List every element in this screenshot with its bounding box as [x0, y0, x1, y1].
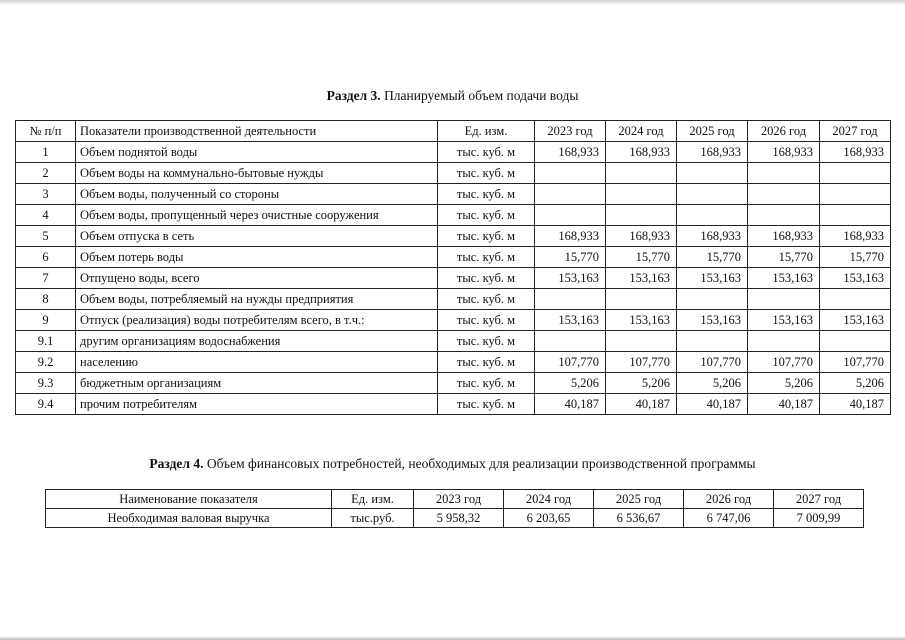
- row-num: 9.2: [16, 352, 76, 373]
- row-value: 6 536,67: [594, 509, 684, 528]
- row-value: [535, 163, 606, 184]
- table-row: [16, 226, 891, 247]
- financial-needs-table: [45, 489, 864, 528]
- header-year: 2024 год: [504, 490, 594, 509]
- row-name: Отпуск (реализация) воды потребителям всего, в т.ч.:: [76, 310, 438, 331]
- header-year: 2026 год: [748, 121, 820, 142]
- row-value: [606, 205, 677, 226]
- header-year: 2023 год: [414, 490, 504, 509]
- row-value: [677, 205, 748, 226]
- row-value: 153,163: [748, 268, 820, 289]
- row-unit: тыс. куб. м: [438, 352, 535, 373]
- row-value: [677, 331, 748, 352]
- scan-edge-top: [0, 0, 905, 5]
- row-value: 5,206: [820, 373, 891, 394]
- row-value: [535, 289, 606, 310]
- row-value: [535, 184, 606, 205]
- row-value: [820, 331, 891, 352]
- table-row: [16, 142, 891, 163]
- row-unit: тыс. куб. м: [438, 226, 535, 247]
- row-value: 107,770: [535, 352, 606, 373]
- row-value: [820, 184, 891, 205]
- row-value: 168,933: [606, 142, 677, 163]
- row-value: 168,933: [535, 226, 606, 247]
- row-value: 6 747,06: [684, 509, 774, 528]
- row-value: 168,933: [606, 226, 677, 247]
- table-row: [16, 310, 891, 331]
- section4-title: [0, 456, 905, 472]
- row-name: прочим потребителям: [76, 394, 438, 415]
- row-name: Объем воды, потребляемый на нужды предприятия: [76, 289, 438, 310]
- row-name: Объем воды на коммунально-бытовые нужды: [76, 163, 438, 184]
- row-value: 168,933: [748, 226, 820, 247]
- row-num: 6: [16, 247, 76, 268]
- row-num: 3: [16, 184, 76, 205]
- row-unit: тыс. куб. м: [438, 205, 535, 226]
- row-num: 9.4: [16, 394, 76, 415]
- row-value: [535, 205, 606, 226]
- row-name: населению: [76, 352, 438, 373]
- row-value: 40,187: [677, 394, 748, 415]
- row-value: [677, 289, 748, 310]
- table-row: [16, 331, 891, 352]
- row-value: [677, 184, 748, 205]
- row-unit: тыс. куб. м: [438, 184, 535, 205]
- header-year: 2027 год: [774, 490, 864, 509]
- row-value: 153,163: [535, 268, 606, 289]
- header-year: 2025 год: [594, 490, 684, 509]
- header-year: 2027 год: [820, 121, 891, 142]
- row-num: 2: [16, 163, 76, 184]
- row-unit: тыс. куб. м: [438, 373, 535, 394]
- row-value: 7 009,99: [774, 509, 864, 528]
- row-unit: тыс. куб. м: [438, 163, 535, 184]
- section3-title-rest: Планируемый объем подачи воды: [380, 88, 579, 103]
- header-name: Наименование показателя: [46, 490, 332, 509]
- row-value: [748, 163, 820, 184]
- header-year: 2023 год: [535, 121, 606, 142]
- row-value: [820, 163, 891, 184]
- row-value: 5,206: [748, 373, 820, 394]
- table-row: [16, 268, 891, 289]
- section4-title-rest: Объем финансовых потребностей, необходимых для реализации производственной программы: [203, 456, 756, 471]
- table-header-row: [16, 121, 891, 142]
- water-supply-table: [15, 120, 891, 415]
- table-row: [16, 247, 891, 268]
- row-value: 153,163: [820, 310, 891, 331]
- row-value: 168,933: [748, 142, 820, 163]
- row-num: 1: [16, 142, 76, 163]
- row-value: 107,770: [820, 352, 891, 373]
- row-value: 15,770: [677, 247, 748, 268]
- row-unit: тыс. куб. м: [438, 142, 535, 163]
- table-row: [16, 205, 891, 226]
- row-value: [606, 163, 677, 184]
- row-unit: тыс. куб. м: [438, 247, 535, 268]
- row-num: 5: [16, 226, 76, 247]
- row-name: Объем поднятой воды: [76, 142, 438, 163]
- row-value: 168,933: [820, 142, 891, 163]
- section3-title: [0, 88, 905, 104]
- row-value: [820, 205, 891, 226]
- row-value: 15,770: [748, 247, 820, 268]
- table-row: [16, 289, 891, 310]
- row-value: 15,770: [535, 247, 606, 268]
- row-value: [748, 331, 820, 352]
- row-value: 168,933: [677, 142, 748, 163]
- row-name: Объем отпуска в сеть: [76, 226, 438, 247]
- row-name: Отпущено воды, всего: [76, 268, 438, 289]
- row-value: 40,187: [748, 394, 820, 415]
- row-value: 5,206: [606, 373, 677, 394]
- row-value: 168,933: [677, 226, 748, 247]
- header-year: 2024 год: [606, 121, 677, 142]
- row-value: 5,206: [677, 373, 748, 394]
- table-body: [46, 509, 864, 528]
- header-name: Показатели производственной деятельности: [76, 121, 438, 142]
- row-value: [748, 205, 820, 226]
- section3-title-bold: Раздел 3.: [326, 88, 381, 103]
- row-name: Объем воды, полученный со стороны: [76, 184, 438, 205]
- scan-edge-bottom: [0, 636, 905, 640]
- row-unit: тыс. куб. м: [438, 268, 535, 289]
- row-value: 153,163: [677, 310, 748, 331]
- row-value: 153,163: [535, 310, 606, 331]
- row-value: [748, 184, 820, 205]
- row-value: 153,163: [820, 268, 891, 289]
- row-name: другим организациям водоснабжения: [76, 331, 438, 352]
- row-value: 15,770: [606, 247, 677, 268]
- header-unit: Ед. изм.: [332, 490, 414, 509]
- row-value: [606, 184, 677, 205]
- table-row: [16, 394, 891, 415]
- row-num: 8: [16, 289, 76, 310]
- row-value: 153,163: [748, 310, 820, 331]
- row-num: 4: [16, 205, 76, 226]
- header-year: 2026 год: [684, 490, 774, 509]
- row-name: Объем потерь воды: [76, 247, 438, 268]
- row-value: [606, 331, 677, 352]
- row-value: 5,206: [535, 373, 606, 394]
- table-header-row: [46, 490, 864, 509]
- row-name: Объем воды, пропущенный через очистные сооружения: [76, 205, 438, 226]
- row-num: 9: [16, 310, 76, 331]
- row-unit: тыс. куб. м: [438, 331, 535, 352]
- row-value: 6 203,65: [504, 509, 594, 528]
- table-body: [16, 142, 891, 415]
- row-value: 153,163: [606, 268, 677, 289]
- row-value: [535, 331, 606, 352]
- row-value: 153,163: [677, 268, 748, 289]
- row-value: 153,163: [606, 310, 677, 331]
- table-row: [16, 163, 891, 184]
- table-row: [16, 352, 891, 373]
- row-name: Необходимая валовая выручка: [46, 509, 332, 528]
- row-num: 9.3: [16, 373, 76, 394]
- row-value: [606, 289, 677, 310]
- section4-title-bold: Раздел 4.: [149, 456, 204, 471]
- header-unit: Ед. изм.: [438, 121, 535, 142]
- row-unit: тыс. куб. м: [438, 289, 535, 310]
- row-value: 168,933: [535, 142, 606, 163]
- row-value: 40,187: [535, 394, 606, 415]
- table-row: [16, 184, 891, 205]
- row-name: бюджетным организациям: [76, 373, 438, 394]
- row-value: [820, 289, 891, 310]
- row-value: 107,770: [606, 352, 677, 373]
- row-unit: тыс. куб. м: [438, 394, 535, 415]
- row-unit: тыс. куб. м: [438, 310, 535, 331]
- row-num: 7: [16, 268, 76, 289]
- row-value: 40,187: [606, 394, 677, 415]
- row-value: 107,770: [748, 352, 820, 373]
- row-value: [748, 289, 820, 310]
- header-num: № п/п: [16, 121, 76, 142]
- table-row: [46, 509, 864, 528]
- row-num: 9.1: [16, 331, 76, 352]
- table-row: [16, 373, 891, 394]
- row-value: 168,933: [820, 226, 891, 247]
- header-year: 2025 год: [677, 121, 748, 142]
- row-value: 107,770: [677, 352, 748, 373]
- row-value: 40,187: [820, 394, 891, 415]
- row-value: 15,770: [820, 247, 891, 268]
- row-value: [677, 163, 748, 184]
- row-unit: тыс.руб.: [332, 509, 414, 528]
- row-value: 5 958,32: [414, 509, 504, 528]
